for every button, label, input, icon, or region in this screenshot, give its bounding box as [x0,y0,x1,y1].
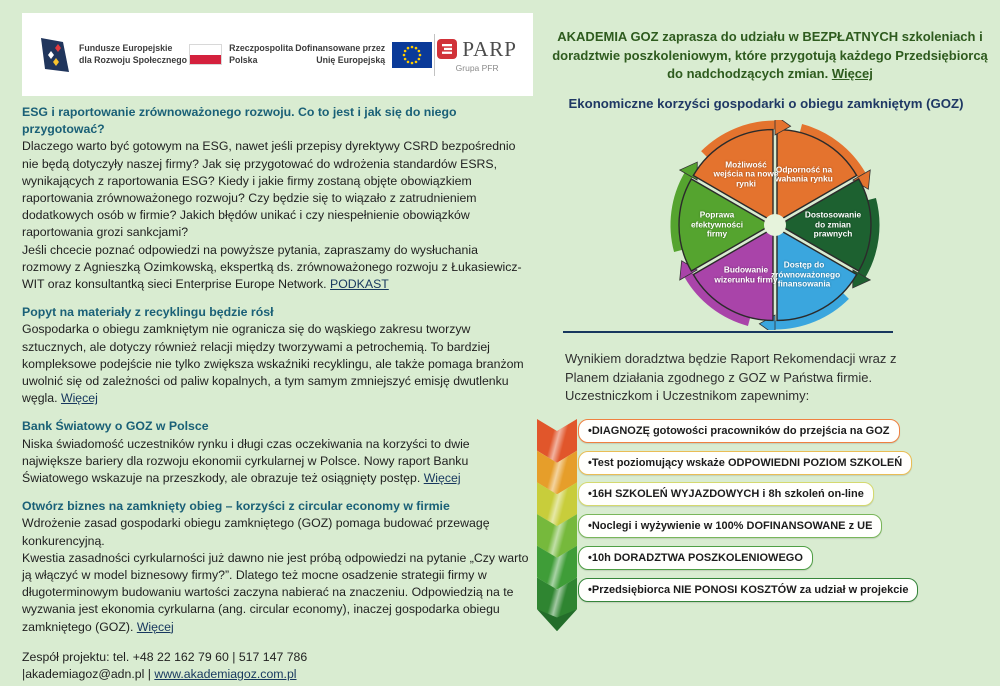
benefit-item [578,578,918,602]
website-link[interactable]: www.akademiagoz.com.pl [154,667,297,682]
benefit-item [578,451,912,475]
eu-logo-line1: Dofinansowane przez [295,43,386,54]
article-bank-body: Niska świadomość uczestników rynku i długi czas oczekiwania na korzyści to dwie największe bariery dla rozwoju ekonomii cyrkularnej w Polsce. Nowy raport Banku Światowego wskazuje na przeszkody, ale obrazuje też osiągnięty postęp. [22,436,470,486]
benefit-item-label: •16H SZKOLEŃ WYJAZDOWYCH i 8h szkoleń on-line [588,488,864,501]
article-esg-heading: ESG i raportowanie zrównoważonego rozwoju. Co to jest i jak się do niego przygotować? [22,105,457,137]
wheel-segment-label: Poprawa efektywności firmy [690,209,744,239]
section-divider [563,331,893,333]
wiecej-link-recykling[interactable]: Więcej [60,391,98,406]
contact-email: |akademiagoz@adn.pl | [22,667,155,682]
fundusze-europejskie-logo [38,36,187,74]
goz-benefits-wheel [620,120,930,330]
articles-column [22,104,529,683]
promo-text: AKADEMIA GOZ zaprasza do udziału w BEZPŁATNYCH szkoleniach i doradztwie poszkoleniowym, które przygotują każdego Przedsiębiorcą do nadchodzących zmian. [552,29,988,82]
pl-logo-line2: Polska [229,54,258,65]
benefit-item-label: •Test poziomujący wskaże ODPOWIEDNI POZIOM SZKOLEŃ [588,456,903,469]
benefit-item [578,514,882,538]
parp-subtitle: Grupa PFR [455,62,499,73]
contact-block [22,649,529,683]
eu-logo [295,42,432,68]
wheel-segment-label: Możliwość wejścia na nowe rynki [713,159,779,189]
benefit-item-label: •10h DORADZTWA POSZKOLENIOWEGO [588,551,803,564]
eu-logo-line2: Unię Europejską [316,54,386,65]
wheel-title: Ekonomiczne korzyści gospodarki o obiegu zamkniętym (GOZ) [568,96,964,111]
logo-separator [434,34,435,76]
article-bank-heading: Bank Światowy o GOZ w Polsce [22,419,209,434]
article-recykling-body: Gospodarka o obiegu zamkniętym nie ogranicza się do wąskiego zakresu tworzyw sztucznych, ale dotyczy również relacji między tworzywami a petrochemią. To bardziej kompleksowe podejście nie tylko zwiększa wskaźniki recyklingu, ale także pomaga branżom uwolnić się od zależności od paliw kopalnych, a tym samym zmniejszyć emisję dwutlenku węgla. [22,322,524,406]
wiecej-link-circular[interactable]: Więcej [136,619,174,634]
benefit-item [578,546,813,570]
parp-wordmark: PARP [462,36,517,61]
wheel-diagram [620,120,930,330]
logo-bar [22,13,533,96]
benefit-item-label: •DIAGNOZĘ gotowości pracowników do przejścia na GOZ [588,425,890,437]
benefit-item [578,482,874,506]
benefit-item [578,419,900,443]
wheel-segment-label: Dostęp do zrównoważonego finansowania [771,259,841,289]
fe-logo-line1: Fundusze Europejskie [79,43,173,54]
advisory-text: Wynikiem doradztwa będzie Raport Rekomendacji wraz z Planem działania zgodnego z GOZ w Państwa firmie. Uczestniczkom i Uczestnikom zapewnimy: [565,351,897,404]
pl-logo-line1: Rzeczpospolita [229,43,294,54]
podkast-link[interactable]: PODKAST [330,277,389,292]
wheel-segment-label: Dostosowanie do zmian prawnych [804,209,862,239]
akademia-goz-promo [548,28,992,84]
article-circular-body1: Wdrożenie zasad gospodarki obiegu zamkniętego (GOZ) pomaga budować przewagę konkurencyjną. [22,516,490,548]
wheel-segment-label: Odporność na wahania rynku [775,164,833,184]
wiecej-link-bank[interactable]: Więcej [423,471,461,486]
article-circular-economy [22,498,529,636]
article-recykling-heading: Popyt na materiały z recyklingu będzie rósł [22,305,274,320]
wiecej-link-promo[interactable]: Więcej [831,66,873,82]
article-circular-body2: Kwestia zasadności cyrkularności już dawno nie jest próbą odpowiedzi na pytanie „Czy warto ją włączyć w model biznesowy firmy?”. Dlatego też mocne osadzenie strategii firmy w długoterminowym budowaniu wartości zaczyna nabierać na znaczeniu. Odpowiedzią na te wyzwania jest ekonomia cyrkularna (ang. circular economy), inaczej gospodarka obiegu zamkniętego (GOZ). [22,550,529,634]
fe-logo-line2: dla Rozwoju Społecznego [79,54,188,65]
benefit-item-label: •Noclegi i wyżywienie w 100% DOFINANSOWANE z UE [588,520,873,533]
article-esg [22,104,529,293]
wheel-segment-label: Budowanie wizerunku firmy [714,264,778,285]
fe-flag-icon [38,36,72,74]
poland-logo [189,43,293,66]
eu-flag-icon [392,42,432,68]
article-esg-body2: Jeśli chcecie poznać odpowiedzi na powyższe pytania, zapraszamy do wysłuchania rozmowy z Agnieszką Ozimkowską, ekspertką ds. zrównoważonego rozwoju z Łukasiewicz-WIT oraz konsultantką sieci Enterprise Europe Network. [22,242,522,292]
parp-logo [437,37,517,73]
article-circular-heading: Otwórz biznes na zamknięty obieg – korzyści z circular economy w firmie [22,499,450,514]
article-esg-body: Dlaczego warto być gotowym na ESG, nawet jeśli przepisy dyrektywy CSRD bezpośrednio nie będą dotyczyły naszej firmy? Jak się przygotować do wdrożenia standardów ESRS, wynikających z raportowania ESG? Kiedy i jakie firmy zostaną objęte obowiązkiem raportowania zrównoważonego rozwoju? Czy będzie się to wiązało z zatrudnieniem dodatkowych osób w firmie? Jakich błędów unikać i czy niespełnienie obowiązków raportowania grozi sankcjami? [22,139,516,240]
article-bank-swiatowy [22,418,529,487]
article-recykling [22,304,529,407]
benefit-item-label: •Przedsiębiorca NIE PONOSI KOSZTÓW za udział w projekcie [588,583,909,596]
benefits-list [537,419,987,664]
contact-phones: Zespół projektu: tel. +48 22 162 79 60 | 517 147 786 [22,649,308,664]
parp-icon [437,39,457,59]
poland-flag-icon [189,44,222,65]
